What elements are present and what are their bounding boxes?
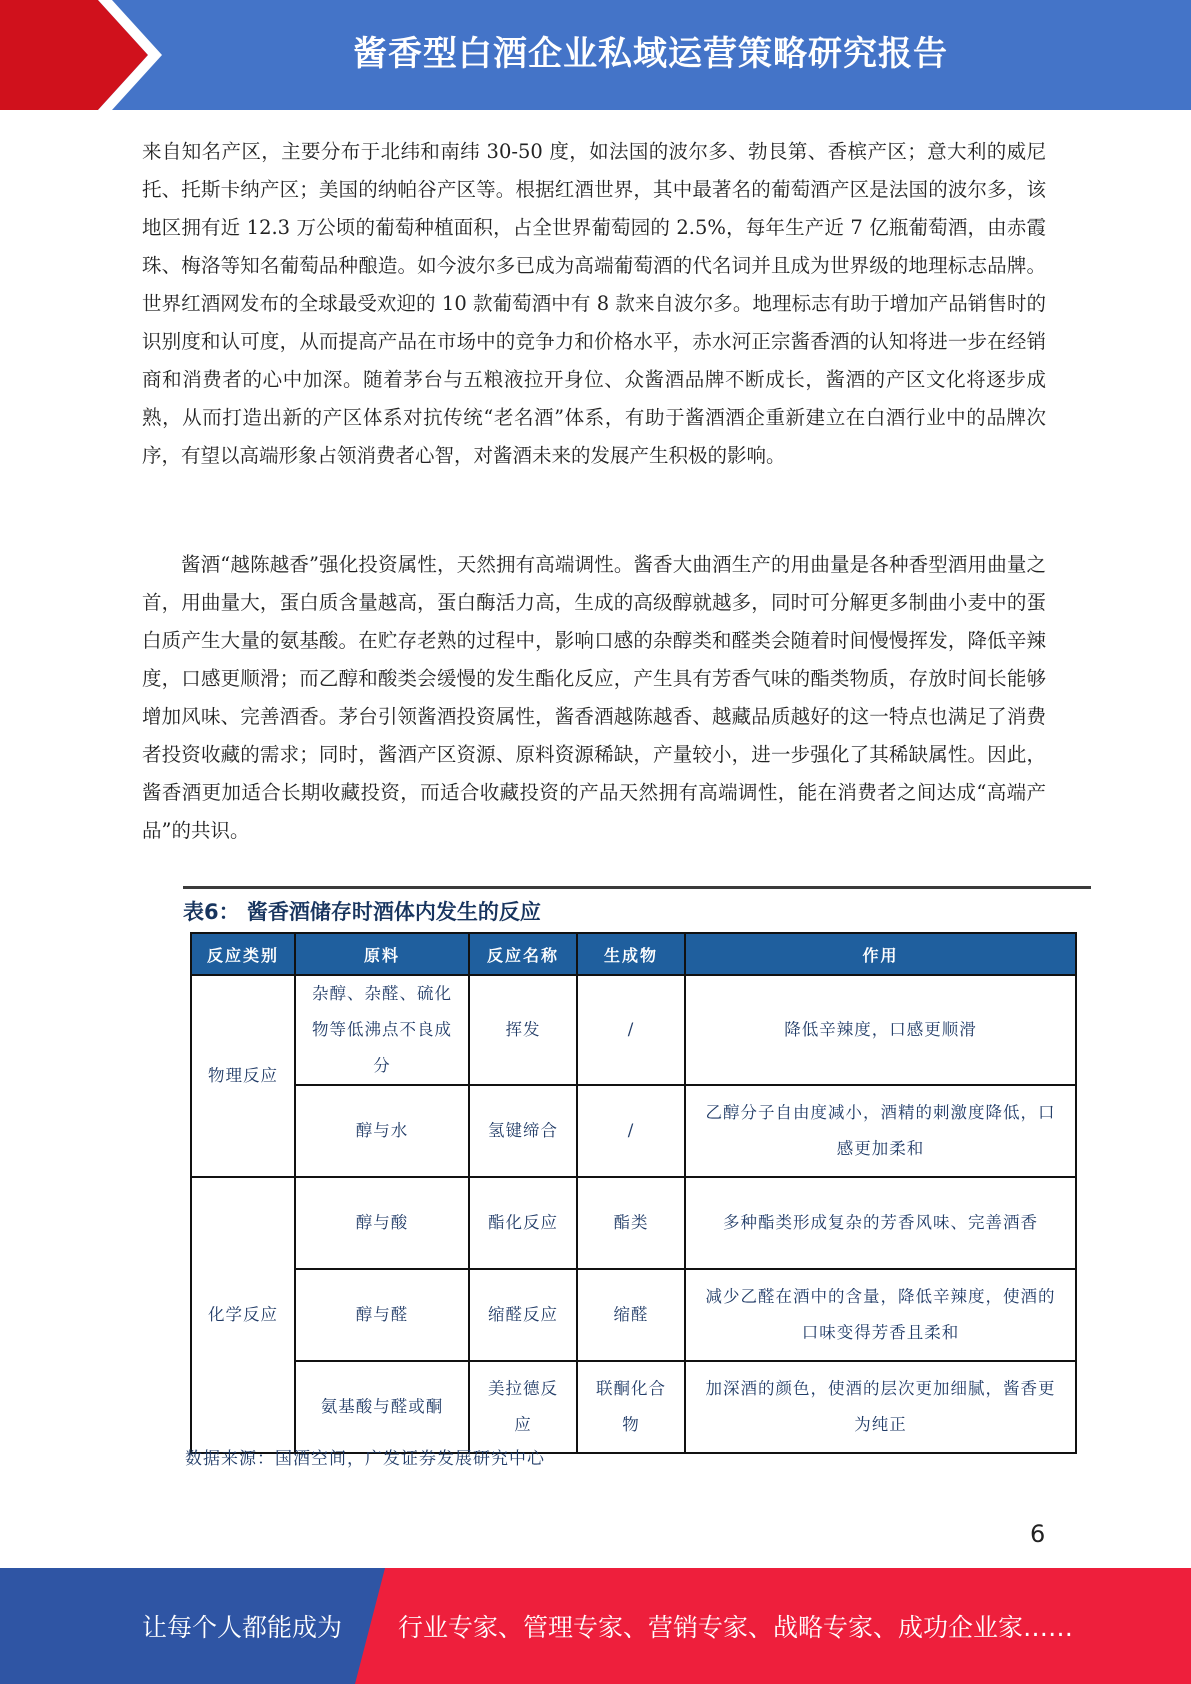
category-cell: 化学反应 bbox=[191, 1177, 295, 1453]
table-header-row bbox=[191, 933, 1076, 975]
table-row bbox=[191, 1361, 1076, 1453]
header-material: 原料 bbox=[295, 933, 469, 975]
reaction-cell: 酯化反应 bbox=[469, 1177, 577, 1269]
footer-slogan-right: 行业专家、管理专家、营销专家、战略专家、成功企业家…… bbox=[398, 1613, 1074, 1642]
table-top-rule bbox=[183, 886, 1091, 889]
table-row bbox=[191, 1177, 1076, 1269]
product-cell: 酯类 bbox=[577, 1177, 685, 1269]
report-title: 酱香型白酒企业私域运营策略研究报告 bbox=[353, 34, 948, 74]
product-cell: 联酮化合物 bbox=[577, 1361, 685, 1453]
reaction-cell: 挥发 bbox=[469, 975, 577, 1085]
reaction-table bbox=[190, 932, 1077, 1454]
reaction-cell: 美拉德反应 bbox=[469, 1361, 577, 1453]
material-cell: 氨基酸与醛或酮 bbox=[295, 1361, 469, 1453]
product-cell: 缩醛 bbox=[577, 1269, 685, 1361]
product-cell: / bbox=[577, 1085, 685, 1177]
category-cell: 物理反应 bbox=[191, 975, 295, 1177]
effect-cell: 减少乙醛在酒中的含量，降低辛辣度，使酒的口味变得芳香且柔和 bbox=[685, 1269, 1076, 1361]
material-cell: 醇与水 bbox=[295, 1085, 469, 1177]
effect-cell: 乙醇分子自由度减小，酒精的刺激度降低，口感更加柔和 bbox=[685, 1085, 1076, 1177]
effect-cell: 降低辛辣度，口感更顺滑 bbox=[685, 975, 1076, 1085]
product-cell: / bbox=[577, 975, 685, 1085]
table-caption: 表6： 酱香酒储存时酒体内发生的反应 bbox=[183, 900, 541, 924]
effect-cell: 多种酯类形成复杂的芳香风味、完善酒香 bbox=[685, 1177, 1076, 1269]
table-row bbox=[191, 975, 1076, 1085]
header-product: 生成物 bbox=[577, 933, 685, 975]
body-paragraph-1: 来自知名产区，主要分布于北纬和南纬 30-50 度，如法国的波尔多、勃艮第、香槟产区；意大利的威尼托、托斯卡纳产区；美国的纳帕谷产区等。根据红酒世界，其中最著名的葡萄酒产区是法国的波尔多，该地区拥有近 12.3 万公顷的葡萄种植面积，占全世界葡萄园的 2.5%，每年生产近 7 亿瓶葡萄酒，由赤霞珠、梅洛等知名葡萄品种酿造。如今波尔多已成为高端葡萄酒的代名词并且成为世界级的地理标志品牌。世界红酒网发布的全球最受欢迎的 10 款葡萄酒中有 8 款来自波尔多。地理标志有助于增加产品销售时的识别度和认可度，从而提高产品在市场中的竞争力和价格水平，赤水河正宗酱香酒的认知将进一步在经销商和消费者的心中加深。随着茅台与五粮液拉开身位、众酱酒品牌不断成长，酱酒的产区文化将逐步成熟，从而打造出新的产区体系对抗传统“老名酒”体系，有助于酱酒酒企重新建立在白酒行业中的品牌次序，有望以高端形象占领消费者心智，对酱酒未来的发展产生积极的影响。 bbox=[142, 140, 1046, 467]
footer-slogan-left: 让每个人都能成为 bbox=[142, 1613, 343, 1642]
material-cell: 醇与醛 bbox=[295, 1269, 469, 1361]
reaction-cell: 氢键缔合 bbox=[469, 1085, 577, 1177]
page-number: 6 bbox=[1030, 1520, 1046, 1548]
page-header bbox=[0, 0, 1191, 110]
table-row bbox=[191, 1269, 1076, 1361]
page-footer bbox=[0, 1568, 1191, 1684]
reaction-cell: 缩醛反应 bbox=[469, 1269, 577, 1361]
effect-cell: 加深酒的颜色，使酒的层次更加细腻，酱香更为纯正 bbox=[685, 1361, 1076, 1453]
header-reaction: 反应名称 bbox=[469, 933, 577, 975]
material-cell: 醇与酸 bbox=[295, 1177, 469, 1269]
material-cell: 杂醇、杂醛、硫化物等低沸点不良成分 bbox=[295, 975, 469, 1085]
header-effect: 作用 bbox=[685, 933, 1076, 975]
table-source-note: 数据来源：国酒空间，广发证券发展研究中心 bbox=[185, 1449, 545, 1469]
table-row bbox=[191, 1085, 1076, 1177]
body-paragraph-2: 酱酒“越陈越香”强化投资属性，天然拥有高端调性。酱香大曲酒生产的用曲量是各种香型酒用曲量之首，用曲量大，蛋白质含量越高，蛋白酶活力高，生成的高级醇就越多，同时可分解更多制曲小麦中的蛋白质产生大量的氨基酸。在贮存老熟的过程中，影响口感的杂醇类和醛类会随着时间慢慢挥发，降低辛辣度，口感更顺滑；而乙醇和酸类会缓慢的发生酯化反应，产生具有芳香气味的酯类物质，存放时间长能够增加风味、完善酒香。茅台引领酱酒投资属性，酱香酒越陈越香、越藏品质越好的这一特点也满足了消费者投资收藏的需求；同时，酱酒产区资源、原料资源稀缺，产量较小，进一步强化了其稀缺属性。因此，酱香酒更加适合长期收藏投资，而适合收藏投资的产品天然拥有高端调性，能在消费者之间达成“高端产品”的共识。 bbox=[142, 553, 1046, 842]
header-category: 反应类别 bbox=[191, 933, 295, 975]
